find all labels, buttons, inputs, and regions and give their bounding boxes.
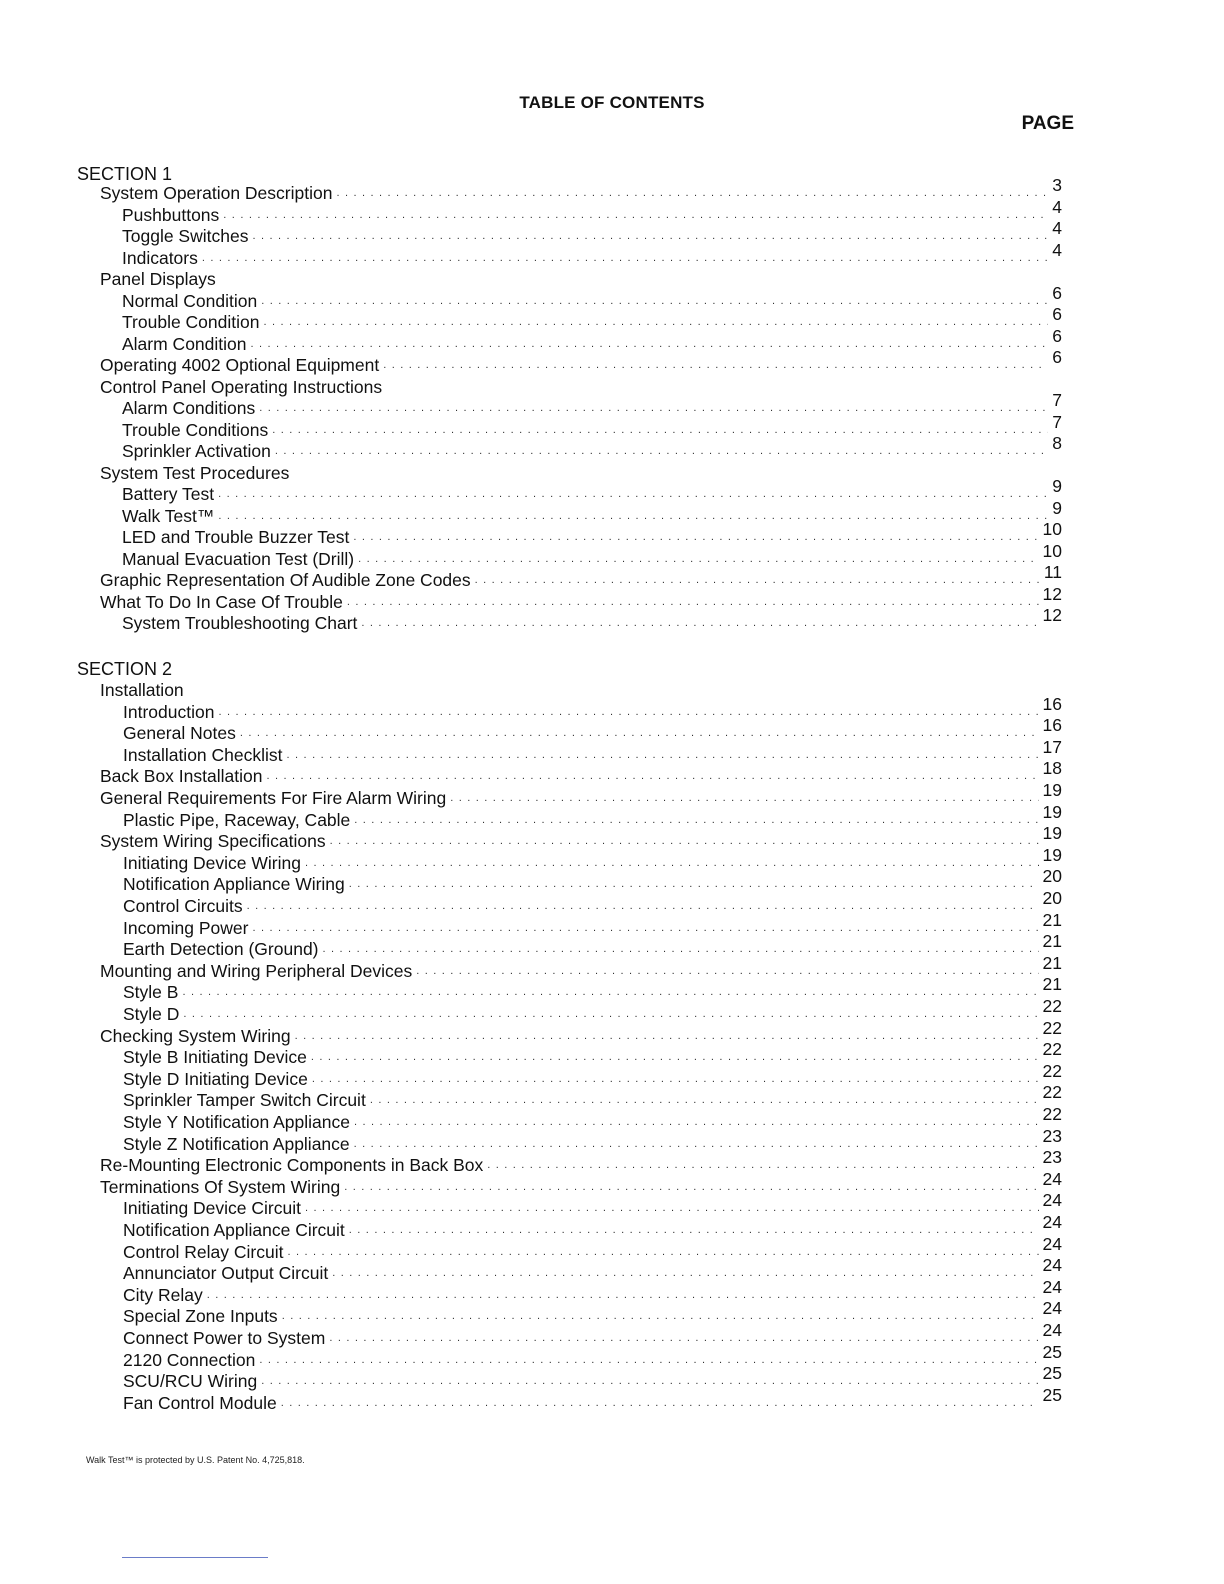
toc-subheading: Control Panel Operating Instructions	[100, 376, 383, 397]
toc-entry	[100, 758, 1062, 787]
toc-entry-page-number: 22	[1042, 1017, 1062, 1038]
toc-entry-title: Style Z Notification Appliance	[123, 1133, 350, 1154]
toc-entry-title: Battery Test	[122, 484, 215, 504]
toc-entry	[100, 1147, 1062, 1176]
toc-entry	[100, 175, 1062, 203]
toc-entry-page-number: 22	[1042, 996, 1062, 1016]
toc-entry-page-number: 4	[1052, 218, 1062, 238]
toc-entry-title: Style Y Notification Appliance	[123, 1112, 350, 1132]
toc-entry	[122, 476, 1062, 504]
toc-entry-title: What To Do In Case Of Trouble	[100, 591, 343, 612]
toc-entry-title: Toggle Switches	[122, 226, 249, 246]
toc-entry-title: Manual Evacuation Test (Drill)	[122, 548, 355, 569]
toc-entry	[123, 996, 1062, 1024]
toc-entry-title: Style B Initiating Device	[123, 1047, 307, 1068]
toc-entry-title: Terminations Of System Wiring	[100, 1176, 341, 1197]
dot-leader	[287, 748, 1039, 762]
dot-leader	[361, 616, 1038, 630]
dot-leader	[247, 899, 1039, 913]
toc-entry-title: Alarm Conditions	[122, 398, 256, 418]
toc-entry	[123, 888, 1062, 916]
toc-entry	[123, 1212, 1062, 1240]
toc-entry-page-number: 19	[1042, 823, 1062, 844]
toc-entry-page-number: 24	[1042, 1190, 1062, 1211]
toc-entry-title: Style B	[123, 982, 179, 1003]
toc-entry-page-number: 21	[1042, 931, 1062, 952]
toc-entry	[123, 1039, 1062, 1068]
toc-entry	[122, 239, 1062, 268]
toc-entry-page-number: 22	[1042, 1082, 1062, 1103]
dot-leader	[295, 1029, 1039, 1043]
toc-entry-title: Pushbuttons	[122, 204, 220, 225]
dot-leader	[202, 251, 1048, 265]
toc-entry-page-number: 24	[1042, 1255, 1062, 1276]
toc-entry	[123, 1233, 1062, 1262]
toc-entry-page-number: 10	[1042, 540, 1062, 561]
toc-entry-page-number: 4	[1052, 196, 1062, 217]
dot-leader	[266, 769, 1038, 783]
toc-subheading: Installation	[100, 680, 184, 700]
toc-entry-title: System Operation Description	[100, 183, 333, 203]
toc-entry-page-number: 19	[1042, 801, 1062, 822]
dot-leader	[354, 813, 1038, 827]
dot-leader	[416, 964, 1038, 978]
dot-leader	[261, 294, 1048, 308]
toc-entry	[122, 605, 1062, 633]
toc-entry-title: City Relay	[123, 1284, 203, 1305]
dot-leader	[349, 877, 1039, 891]
dot-leader	[312, 1072, 1039, 1086]
toc-entry-title: Indicators	[122, 247, 198, 268]
toc-entry	[123, 1384, 1062, 1413]
toc-entry-page-number: 7	[1052, 411, 1062, 432]
toc-entry-title: Graphic Representation Of Audible Zone Codes	[100, 570, 471, 590]
dot-leader	[218, 705, 1038, 719]
toc-entry	[122, 218, 1062, 246]
toc-entry-title: Style D	[123, 1004, 180, 1024]
toc-entry	[100, 347, 1062, 375]
dot-leader	[305, 856, 1039, 870]
dot-leader	[252, 229, 1048, 243]
dot-leader	[259, 401, 1048, 415]
toc-entry	[122, 282, 1062, 311]
toc-entry	[100, 583, 1062, 612]
toc-entry-title: Operating 4002 Optional Equipment	[100, 355, 380, 375]
dot-leader	[354, 1115, 1039, 1129]
toc-entry-title: Sprinkler Activation	[122, 441, 271, 461]
toc-entry-title: LED and Trouble Buzzer Test	[122, 527, 350, 547]
toc-entry-page-number: 7	[1052, 390, 1062, 410]
toc-entry-page-number: 21	[1042, 974, 1062, 995]
toc-entry-title: Sprinkler Tamper Switch Circuit	[123, 1090, 366, 1111]
toc-entry-title: Style D Initiating Device	[123, 1068, 308, 1089]
toc-entry	[123, 693, 1062, 722]
toc-entry	[123, 1190, 1062, 1219]
dot-leader	[259, 1353, 1038, 1367]
toc-entry-title: Checking System Wiring	[100, 1025, 291, 1046]
dot-leader	[370, 1093, 1039, 1107]
dot-leader	[358, 552, 1038, 566]
toc-entry	[122, 540, 1062, 569]
dot-leader	[223, 208, 1048, 222]
toc-entry	[123, 736, 1062, 765]
toc-entry-title: Fan Control Module	[123, 1392, 277, 1413]
toc-entry-title: Back Box Installation	[100, 766, 263, 787]
toc-entry-page-number: 25	[1042, 1341, 1062, 1362]
toc-entry-page-number: 24	[1042, 1276, 1062, 1297]
toc-entry-title: Notification Appliance Wiring	[123, 874, 345, 895]
toc-entry-page-number: 19	[1042, 780, 1062, 800]
dot-leader	[261, 1374, 1038, 1388]
toc-entry	[122, 390, 1062, 418]
toc-entry-page-number: 22	[1042, 1060, 1062, 1081]
toc-entry-title: Notification Appliance Circuit	[123, 1220, 345, 1240]
dot-leader	[275, 444, 1048, 458]
dot-leader	[330, 834, 1039, 848]
toc-entry	[122, 519, 1062, 547]
toc-entry	[100, 1168, 1062, 1197]
dot-leader	[287, 1245, 1038, 1259]
toc-entry-title: Initiating Device Wiring	[123, 852, 301, 873]
toc-entry	[122, 497, 1062, 526]
toc-entry-page-number: 3	[1052, 175, 1062, 195]
dot-leader	[240, 726, 1039, 740]
toc-entry-page-number: 20	[1042, 866, 1062, 887]
toc-entry-title: Mounting and Wiring Peripheral Devices	[100, 960, 413, 981]
toc-subheading: System Test Procedures	[100, 462, 290, 483]
toc-entry	[100, 562, 1062, 590]
footer-rule	[122, 1557, 268, 1558]
toc-entry-title: Alarm Condition	[122, 333, 247, 354]
toc-entry-page-number: 20	[1042, 888, 1062, 908]
toc-entry-title: System Troubleshooting Chart	[122, 613, 358, 633]
toc-entry-page-number: 9	[1052, 476, 1062, 496]
toc-entry	[100, 780, 1062, 808]
dot-leader	[282, 1309, 1039, 1323]
toc-entry-page-number: 11	[1043, 562, 1062, 582]
dot-leader	[251, 337, 1049, 351]
dot-leader	[347, 595, 1039, 609]
toc-entry	[122, 325, 1062, 354]
toc-entry-page-number: 6	[1052, 347, 1062, 367]
dot-leader	[281, 1396, 1039, 1410]
toc-entry	[123, 715, 1062, 744]
toc-subheading: Panel Displays	[100, 269, 216, 289]
toc-entry-page-number: 4	[1052, 239, 1062, 260]
dot-leader	[329, 1331, 1038, 1345]
toc-entry	[123, 1363, 1062, 1392]
toc-entry-page-number: 23	[1042, 1125, 1062, 1146]
toc-entry-page-number: 16	[1042, 693, 1062, 714]
toc-entry	[123, 1082, 1062, 1111]
toc-entry-title: Normal Condition	[122, 290, 258, 311]
toc-entry-page-number: 6	[1052, 325, 1062, 346]
section-1-heading: SECTION 1	[77, 164, 173, 184]
toc-entry	[123, 909, 1062, 938]
toc-entry	[122, 304, 1062, 332]
toc-entry-title: Initiating Device Circuit	[123, 1198, 301, 1219]
dot-leader	[218, 509, 1048, 523]
toc-entry-page-number: 23	[1042, 1147, 1062, 1168]
toc-entry	[100, 823, 1062, 852]
toc-entry	[122, 433, 1062, 461]
toc-entry-page-number: 12	[1042, 605, 1062, 625]
toc-entry	[123, 1320, 1062, 1348]
page-column-header: PAGE	[1021, 113, 1074, 134]
dot-leader	[252, 921, 1038, 935]
dot-leader	[450, 791, 1038, 805]
toc-entry-title: SCU/RCU Wiring	[123, 1371, 258, 1392]
dot-leader	[218, 487, 1048, 501]
toc-entry-title: Special Zone Inputs	[123, 1306, 278, 1327]
document-title: TABLE OF CONTENTS	[519, 93, 705, 112]
toc-entry	[123, 1276, 1062, 1305]
toc-entry-page-number: 16	[1042, 715, 1062, 736]
toc-entry	[123, 1104, 1062, 1132]
dot-leader	[349, 1223, 1039, 1237]
toc-entry-page-number: 24	[1042, 1212, 1062, 1232]
toc-entry	[123, 1341, 1062, 1370]
toc-entry-page-number: 24	[1042, 1320, 1062, 1340]
toc-entry-page-number: 21	[1042, 909, 1062, 930]
dot-leader	[354, 1137, 1039, 1151]
toc-entry-page-number: 6	[1052, 304, 1062, 324]
dot-leader	[305, 1201, 1039, 1215]
toc-entry	[123, 844, 1062, 873]
toc-entry-title: Installation Checklist	[123, 744, 283, 765]
toc-entry-title: 2120 Connection	[123, 1349, 256, 1370]
toc-entry-title: Trouble Conditions	[122, 419, 269, 440]
toc-entry-page-number: 8	[1052, 433, 1062, 453]
toc-entry	[123, 931, 1062, 960]
toc-entry	[123, 801, 1062, 830]
toc-entry-page-number: 10	[1042, 519, 1062, 539]
toc-entry-title: Re-Mounting Electronic Components in Back Box	[100, 1155, 484, 1176]
toc-entry-page-number: 19	[1042, 844, 1062, 865]
toc-entry-title: Earth Detection (Ground)	[123, 939, 319, 960]
dot-leader	[207, 1288, 1039, 1302]
toc-entry-title: Control Circuits	[123, 896, 243, 916]
toc-entry-title: Control Relay Circuit	[123, 1241, 284, 1262]
toc-entry	[100, 952, 1062, 981]
dot-leader	[336, 186, 1048, 200]
dot-leader	[344, 1180, 1038, 1194]
toc-entry	[122, 411, 1062, 440]
toc-entry-title: Plastic Pipe, Raceway, Cable	[123, 809, 351, 830]
toc-entry-title: Introduction	[123, 701, 215, 722]
toc-entry-page-number: 18	[1042, 758, 1062, 779]
toc-entry-title: Incoming Power	[123, 917, 249, 938]
toc-entry	[123, 866, 1062, 895]
toc-entry-page-number: 9	[1052, 497, 1062, 518]
toc-entry-page-number: 25	[1042, 1384, 1062, 1405]
toc-entry-page-number: 17	[1042, 736, 1062, 757]
footnote: Walk Test™ is protected by U.S. Patent No. 4,725,818.	[86, 1455, 305, 1465]
toc-entry-title: General Requirements For Fire Alarm Wiring	[100, 788, 447, 808]
toc-entry-title: System Wiring Specifications	[100, 831, 326, 852]
toc-entry	[123, 974, 1062, 1003]
toc-entry-title: Connect Power to System	[123, 1328, 326, 1348]
dot-leader	[475, 573, 1040, 587]
toc-entry-page-number: 22	[1042, 1104, 1062, 1124]
dot-leader	[183, 1007, 1038, 1021]
toc-entry	[100, 1017, 1062, 1046]
toc-entry	[123, 1125, 1062, 1154]
toc-entry-title: General Notes	[123, 723, 236, 744]
dot-leader	[487, 1158, 1038, 1172]
dot-leader	[383, 358, 1048, 372]
dot-leader	[332, 1266, 1038, 1280]
dot-leader	[182, 985, 1038, 999]
toc-entry	[122, 196, 1062, 225]
section-2-heading: SECTION 2	[77, 659, 173, 679]
toc-entry-title: Trouble Condition	[122, 312, 260, 332]
toc-entry-title: Annunciator Output Circuit	[123, 1263, 329, 1284]
toc-entry-page-number: 22	[1042, 1039, 1062, 1060]
toc-entry-page-number: 24	[1042, 1168, 1062, 1189]
toc-entry-page-number: 24	[1042, 1233, 1062, 1254]
toc-entry-page-number: 12	[1042, 583, 1062, 604]
toc-entry-page-number: 25	[1042, 1363, 1062, 1384]
dot-leader	[353, 530, 1038, 544]
toc-entry	[123, 1060, 1062, 1089]
toc-entry-title: Walk Test™	[122, 505, 215, 526]
dot-leader	[272, 423, 1048, 437]
toc-entry-page-number: 24	[1042, 1298, 1062, 1319]
toc-entry-page-number: 21	[1042, 952, 1062, 973]
toc-entry-page-number: 6	[1052, 282, 1062, 303]
dot-leader	[264, 315, 1049, 329]
dot-leader	[323, 942, 1039, 956]
dot-leader	[311, 1050, 1039, 1064]
toc-entry	[123, 1298, 1062, 1327]
toc-entry	[123, 1255, 1062, 1284]
